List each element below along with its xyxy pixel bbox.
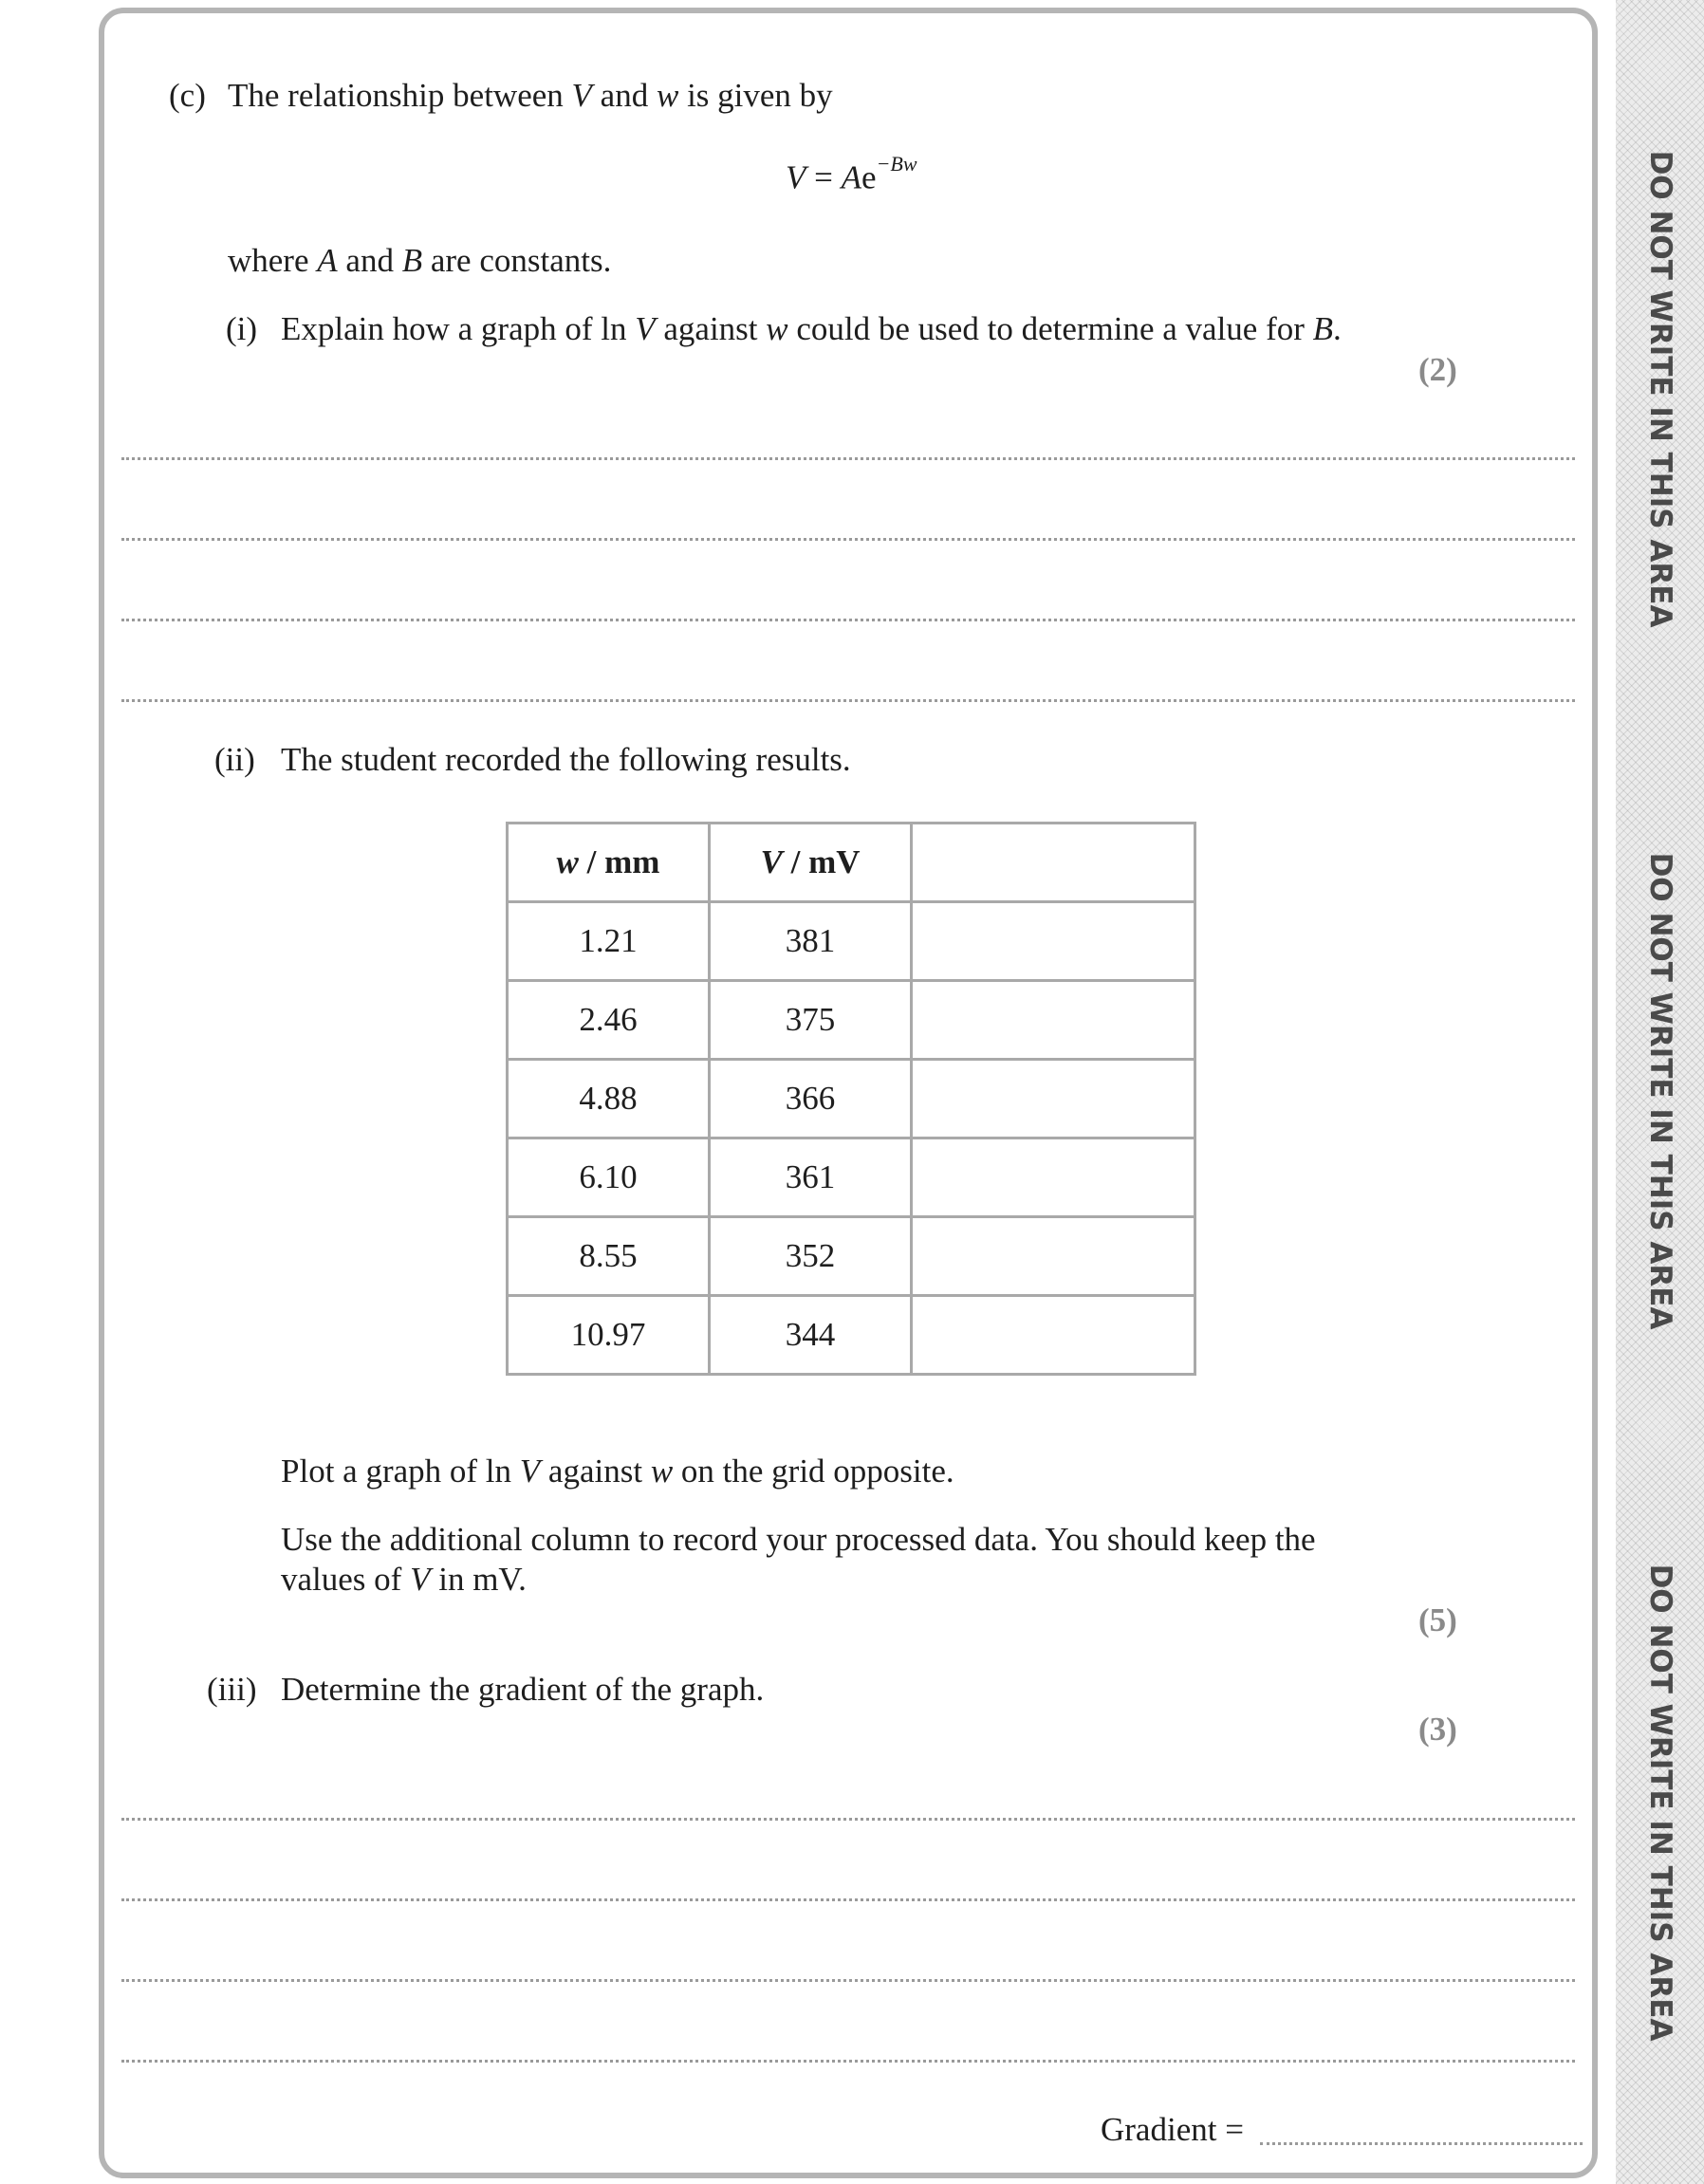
gradient-label: Gradient = bbox=[1101, 2111, 1244, 2148]
processed-cell[interactable] bbox=[912, 1217, 1195, 1296]
column-instruction-line2: values of V in mV. bbox=[281, 1561, 527, 1598]
part-c-label: (c) bbox=[169, 77, 206, 114]
processed-cell[interactable] bbox=[912, 1138, 1195, 1217]
table-row bbox=[508, 1138, 1195, 1217]
w-cell: 10.97 bbox=[508, 1296, 710, 1375]
answer-line[interactable] bbox=[121, 2060, 1575, 2063]
v-cell: 375 bbox=[710, 981, 912, 1060]
w-cell: 6.10 bbox=[508, 1138, 710, 1217]
constants-note: where A and B are constants. bbox=[228, 242, 612, 279]
w-cell: 8.55 bbox=[508, 1217, 710, 1296]
part-iii-text: Determine the gradient of the graph. bbox=[281, 1671, 765, 1708]
table-row bbox=[508, 981, 1195, 1060]
w-cell: 1.21 bbox=[508, 902, 710, 981]
answer-line[interactable] bbox=[121, 538, 1575, 541]
table-row bbox=[508, 1217, 1195, 1296]
header-v: V / mV bbox=[710, 824, 912, 902]
answer-line[interactable] bbox=[121, 699, 1575, 702]
w-cell: 2.46 bbox=[508, 981, 710, 1060]
gradient-answer-line[interactable] bbox=[1260, 2142, 1583, 2145]
answer-line[interactable] bbox=[121, 1898, 1575, 1901]
plot-instruction: Plot a graph of ln V against w on the grid opposite. bbox=[281, 1453, 954, 1490]
part-iii-label: (iii) bbox=[207, 1671, 257, 1708]
part-i-marks: (2) bbox=[1418, 351, 1457, 388]
table-row bbox=[508, 1060, 1195, 1138]
processed-cell[interactable] bbox=[912, 902, 1195, 981]
processed-cell[interactable] bbox=[912, 981, 1195, 1060]
processed-cell[interactable] bbox=[912, 1296, 1195, 1375]
margin-warning-middle: DO NOT WRITE IN THIS AREA bbox=[1643, 852, 1677, 1330]
part-ii-label: (ii) bbox=[214, 741, 255, 778]
part-iii-marks: (3) bbox=[1418, 1711, 1457, 1748]
answer-line[interactable] bbox=[121, 1979, 1575, 1982]
part-c-intro: The relationship between V and w is given by bbox=[228, 77, 833, 114]
processed-cell[interactable] bbox=[912, 1060, 1195, 1138]
answer-line[interactable] bbox=[121, 1818, 1575, 1821]
table-header-row bbox=[508, 824, 1195, 902]
v-cell: 366 bbox=[710, 1060, 912, 1138]
part-ii-marks: (5) bbox=[1418, 1601, 1457, 1638]
header-processed[interactable] bbox=[912, 824, 1195, 902]
part-ii-text: The student recorded the following results. bbox=[281, 741, 851, 778]
header-w: w / mm bbox=[508, 824, 710, 902]
equation-exponent: −Bw bbox=[876, 152, 917, 176]
answer-line[interactable] bbox=[121, 457, 1575, 460]
v-cell: 381 bbox=[710, 902, 912, 981]
v-cell: 361 bbox=[710, 1138, 912, 1217]
column-instruction-line1: Use the additional column to record your processed data. You should keep the bbox=[281, 1521, 1316, 1558]
results-table bbox=[506, 822, 1196, 1376]
w-cell: 4.88 bbox=[508, 1060, 710, 1138]
answer-line[interactable] bbox=[121, 619, 1575, 621]
margin-warning-top: DO NOT WRITE IN THIS AREA bbox=[1643, 150, 1677, 628]
v-cell: 344 bbox=[710, 1296, 912, 1375]
part-i-question: Explain how a graph of ln V against w could be used to determine a value for B. bbox=[281, 310, 1342, 347]
equation: $V = Ae^{-Bw}$ bbox=[786, 152, 917, 196]
v-cell: 352 bbox=[710, 1217, 912, 1296]
part-i-label: (i) bbox=[226, 310, 258, 347]
table-row bbox=[508, 902, 1195, 981]
table-row bbox=[508, 1296, 1195, 1375]
margin-warning-bottom: DO NOT WRITE IN THIS AREA bbox=[1643, 1564, 1677, 2042]
